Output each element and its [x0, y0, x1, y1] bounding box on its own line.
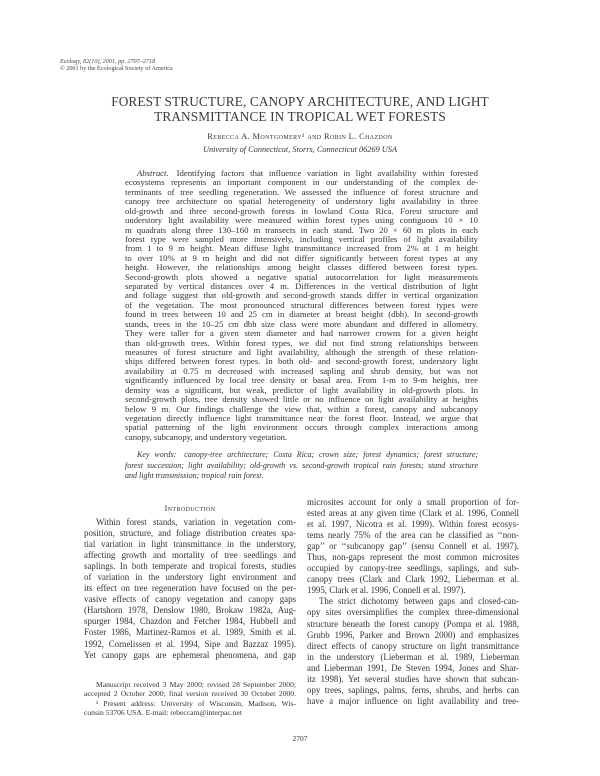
text-line [125, 461, 478, 472]
text-line [84, 517, 296, 528]
text-line [307, 641, 519, 652]
text-line [125, 450, 478, 461]
line-text: and foliage suggest that old-growth and second-growth stands differ in vertical organization [125, 290, 478, 301]
line-text: ships differed between forest types. In both old- and second-growth forest, understory light [125, 356, 478, 367]
line-text: Thus, non-gaps represent the most common microsites [307, 552, 519, 563]
article-title [0, 94, 600, 124]
text-line [307, 574, 519, 585]
text-line [307, 652, 519, 663]
text-line [84, 627, 296, 638]
text-line [307, 619, 519, 630]
text-line [84, 561, 296, 572]
line-text: direct effects of canopy structure on light transmittance [307, 640, 519, 651]
text-line [84, 639, 296, 650]
line-text: separated by vertical distances over 4 m. Differences in the vertical distribution of light [125, 281, 478, 292]
line-text: availability at 0.75 m decreased with increased sapling and shrub density, but was not [125, 365, 478, 376]
label: Key words: [137, 450, 177, 459]
authors: Rebecca A. Montgomery¹ and Robin L. Chazdon [207, 132, 393, 141]
line-text: tems nearly 75% of the area can be classified as ‘‘non- [307, 530, 519, 541]
citation [60, 58, 173, 65]
text-line [84, 689, 296, 698]
line-text: canopy tree architecture on spatial heterogeneity of understory light availability in three [125, 196, 478, 207]
text-line [307, 541, 519, 552]
line-text: consin 53706 USA. E-mail: rebeccam@interpac.net [84, 708, 242, 718]
text-line [307, 696, 519, 707]
journal-header [60, 58, 173, 72]
text-line [84, 539, 296, 550]
text-line [307, 552, 519, 563]
line-text: 1995, Clark et al. 1996, Connell et al. 1997). [307, 585, 466, 596]
line-text: second-growth plots, tree density showed little or no influence on light availability at heights [125, 394, 478, 405]
line-text: structure beneath the forest canopy (Pompa et al. 1988, [307, 618, 519, 629]
line-text: have a major influence on light availability and tree- [307, 695, 519, 706]
line-text: old-growth and three second-growth forests in lowland Costa Rica. Forest structure and [125, 205, 478, 216]
line-text: found in trees between 10 and 25 cm in diameter at breast height (dbh). In second-growth [125, 309, 478, 320]
line-text: saplings. In both temperate and tropical forests, studies [84, 561, 296, 572]
text-line [307, 530, 519, 541]
line-text: understory light availability were measured within forest types using contiguous 10 × 10 [125, 215, 478, 226]
text-line [307, 663, 519, 674]
line-text: microsites account for only a small proportion of for- [307, 497, 519, 507]
text-line [84, 616, 296, 627]
line-text: stands, trees in the 10–25 cm dbh size class were more abundant and differed in allometry. [125, 318, 478, 329]
line-text: forest succession; light availability; old-growth vs. second-growth tropical rain forests; stand structure [125, 460, 478, 470]
label: Abstract. [137, 168, 169, 178]
text-line [84, 699, 296, 708]
text-line [125, 471, 478, 482]
line-text: The strict dichotomy between gaps and closed-can- [319, 596, 519, 607]
line-text: gap’’ or ‘‘subcanopy gap’’ (sensu Connell et al. 1997). [307, 541, 519, 552]
line-text: of the vegetation. The most pronounced structural differences between forest types were [125, 299, 478, 310]
line-text: significantly influenced by local tree density or basal area. From 1-m to 9-m heights, tree [125, 375, 478, 386]
text-line [307, 630, 519, 641]
line-text: (Hartshorn 1978, Denslow 1980, Brokaw 1982a, Aug- [84, 605, 296, 616]
line-text: et al. 1997, Nicotra et al. 1999). Within forest ecosys- [307, 519, 519, 530]
line-text: itz 1998). Yet several studies have shown that subcan- [307, 673, 519, 684]
line-text: Within forest stands, variation in vegetation com- [96, 517, 296, 527]
line-text: height. However, the relationships among height classes differed between forest types. [125, 262, 478, 273]
text-line [84, 528, 296, 539]
line-text: than old-growth trees. Within forest types, we did not find strong relationships between [125, 337, 478, 348]
line-text: spurger 1984, Chazdon and Fetcher 1984, Hubbell and [84, 616, 296, 627]
line-text: opy sites oversimplifies the complex three-dimensional [307, 607, 519, 618]
line-text: tial variation in light transmittance in the understory, [84, 539, 296, 550]
line-text: measures of forest structure and light availability, although the strength of these relation- [125, 347, 478, 358]
text-line [84, 605, 296, 616]
text-line [307, 563, 519, 574]
line-text: density was a significant, but weak, predictor of light availability in old-growth plots. In [125, 384, 478, 395]
line-text: from 1 to 9 m height. Mean diffuse light transmittance increased from 2% at 1 m height [125, 243, 478, 254]
citation-text: Ecology, 82(10), 2001, pp. 2707–2718 [60, 58, 156, 65]
keywords [125, 450, 478, 482]
footnotes [84, 680, 296, 718]
text-line [84, 594, 296, 605]
line-text: m quadrats along three 130–160 m transects in each stand. Two 20 × 60 m plots in each [125, 224, 478, 235]
text-line [84, 650, 296, 661]
line-text: opy trees, saplings, palms, ferns, shrubs, and herbs can [307, 684, 519, 695]
text-line [84, 583, 296, 594]
line-text: canopy-tree architecture; Costa Rica; crown size; forest dynamics; forest structure; [184, 450, 479, 459]
line-text: vasive effects of canopy vegetation and canopy gaps [84, 594, 296, 605]
line-text: of variation in the understory light environment and [84, 572, 296, 583]
text-line [307, 519, 519, 530]
line-text: vegetation directly influence light transmittance near the forest floor. Instead, we argue that [125, 412, 478, 423]
text-line [125, 433, 478, 442]
left-column [84, 517, 296, 661]
text-line [307, 674, 519, 685]
line-text: 1992, Cornelissen et al. 1994, Sipe and Bazzaz 1995). [84, 638, 296, 649]
line-text: ecosystems represents an important component in our understanding of the complex de- [125, 177, 478, 188]
line-text: spatial patterning of the light environment occurs through complex interactions among [125, 422, 478, 433]
copyright: © 2001 by the Ecological Society of America [60, 65, 173, 72]
text-line [307, 585, 519, 596]
text-line [84, 680, 296, 689]
line-text: Grubb 1996, Parker and Brown 2000) and emphasizes [307, 629, 519, 640]
line-text: and Lieberman 1991, De Steven 1994, Jones and Shar- [307, 662, 519, 673]
line-text: in the understory (Lieberman et al. 1989, Lieberman [307, 651, 519, 662]
title-line-1: FOREST STRUCTURE, CANOPY ARCHITECTURE, AND LIGHT [111, 94, 489, 109]
text-line [307, 607, 519, 618]
text-line [307, 497, 519, 508]
line-text: affecting growth and mortality of tree seedlings and [84, 550, 296, 561]
line-text: position, structure, and foliage distribution creates spa- [84, 528, 296, 539]
text-line [307, 685, 519, 696]
line-text: ¹ Present address: University of Wisconsin, Madison, Wis- [96, 698, 296, 708]
line-text: its effect on tree regeneration have focused on the per- [84, 583, 296, 594]
line-text: terminants of tree seedling regeneration. We assessed the influence of forest structure and [125, 186, 478, 197]
line-text: Yet canopy gaps are ephemeral phenomena, and gap [84, 649, 296, 660]
line-text: ested areas at any given time (Clark et al. 1996, Connell [307, 508, 519, 519]
line-text: Foster 1986, Martinez-Ramos et al. 1989, Smith et al. [84, 627, 296, 638]
line-text: Manuscript received 3 May 2000; revised 28 September 2000; [96, 680, 296, 689]
line-text: and light transmission; tropical rain forest. [125, 471, 264, 480]
affiliation: University of Connecticut, Storrs, Connecticut 06269 USA [202, 145, 398, 154]
line-text: to over 10% at 9 m height and did not differ significantly between forest types at any [125, 252, 478, 263]
text-line [84, 572, 296, 583]
line-text: occupied by canopy-tree seedlings, saplings, and sub- [307, 563, 519, 574]
text-line [307, 596, 519, 607]
abstract [125, 169, 478, 442]
page-number: 2707 [292, 734, 308, 743]
right-column [307, 497, 519, 707]
line-text: Second-growth plots showed a negative spatial autocorrelation for light measurements [125, 271, 478, 282]
text-line [84, 550, 296, 561]
text-line [84, 708, 296, 717]
text-line [307, 508, 519, 519]
line-text: Identifying factors that influence variation in light availability within forested [176, 168, 478, 178]
line-text: below 9 m. Our findings challenge the view that, within a forest, canopy and subcanopy [125, 403, 478, 414]
section-heading-introduction: Introduction [164, 504, 216, 513]
line-text: accepted 2 October 2000; final version received 30 October 2000. [84, 689, 296, 699]
line-text: forest type were sampled more intensively, including vertical profiles of light availability [125, 233, 478, 244]
line-text: They were taller for a given stem diameter and had narrower crowns for a given height [125, 328, 478, 339]
line-text: canopy trees (Clark and Clark 1992, Lieberman et al. [307, 574, 519, 585]
line-text: canopy, subcanopy, and understory vegetation. [125, 431, 288, 442]
title-line-2: TRANSMITTANCE IN TROPICAL WET FORESTS [154, 109, 446, 124]
